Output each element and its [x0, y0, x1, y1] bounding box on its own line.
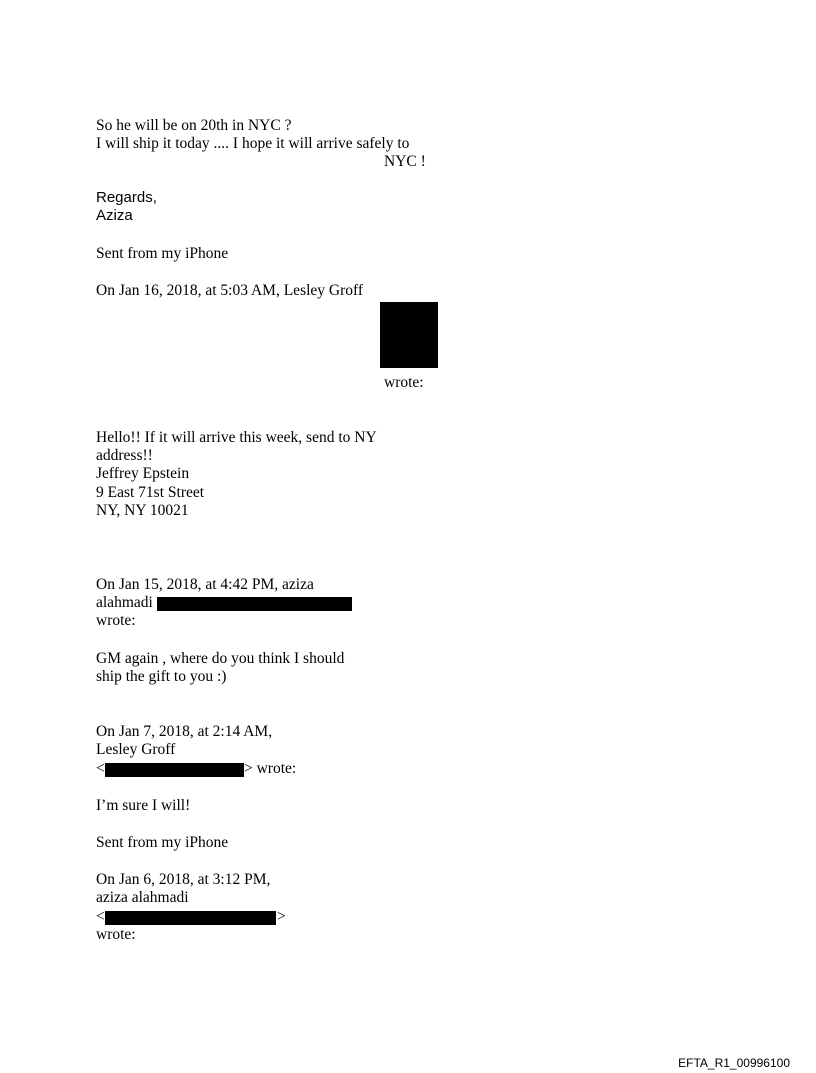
message-line: NY, NY 10021: [96, 502, 189, 519]
message-line: 9 East 71st Street: [96, 484, 205, 501]
message-line: GM again , where do you think I should: [96, 650, 345, 667]
email-header-line: On Jan 7, 2018, at 2:14 AM,: [96, 723, 273, 740]
message-line: address!!: [96, 447, 153, 464]
redaction-block: [157, 597, 352, 611]
sent-from-line: Sent from my iPhone: [96, 834, 229, 851]
message-line: I’m sure I will!: [96, 797, 191, 814]
email-header-line: aziza alahmadi: [96, 889, 189, 906]
signature-name: Aziza: [96, 207, 133, 224]
email-open-bracket: <: [96, 760, 105, 777]
email-header-line: On Jan 6, 2018, at 3:12 PM,: [96, 871, 271, 888]
message-line: I will ship it today .... I hope it will arrive safely to: [96, 135, 410, 152]
email-header-wrote: wrote:: [96, 612, 136, 629]
email-header-line: On Jan 15, 2018, at 4:42 PM, aziza: [96, 576, 314, 593]
redaction-block: [380, 302, 438, 368]
signature-regards: Regards,: [96, 189, 157, 206]
message-line: So he will be on 20th in NYC ?: [96, 117, 292, 134]
email-header-line: alahmadi: [96, 594, 153, 611]
email-header-wrote: > wrote:: [244, 760, 297, 777]
redaction-block: [105, 763, 244, 777]
redaction-block: [105, 911, 276, 925]
email-header-wrote: wrote:: [96, 926, 136, 943]
email-header-wrote: wrote:: [384, 374, 424, 391]
sent-from-line: Sent from my iPhone: [96, 245, 229, 262]
message-line: Jeffrey Epstein: [96, 465, 190, 482]
email-close-bracket: >: [277, 908, 286, 925]
message-line: NYC !: [384, 153, 426, 170]
message-line: ship the gift to you :): [96, 668, 227, 685]
email-header-line: On Jan 16, 2018, at 5:03 AM, Lesley Groff: [96, 282, 364, 299]
email-header-line: Lesley Groff: [96, 741, 176, 758]
email-open-bracket: <: [96, 908, 105, 925]
document-id: EFTA_R1_00996100: [678, 1056, 790, 1070]
message-line: Hello!! If it will arrive this week, send to NY: [96, 429, 377, 446]
